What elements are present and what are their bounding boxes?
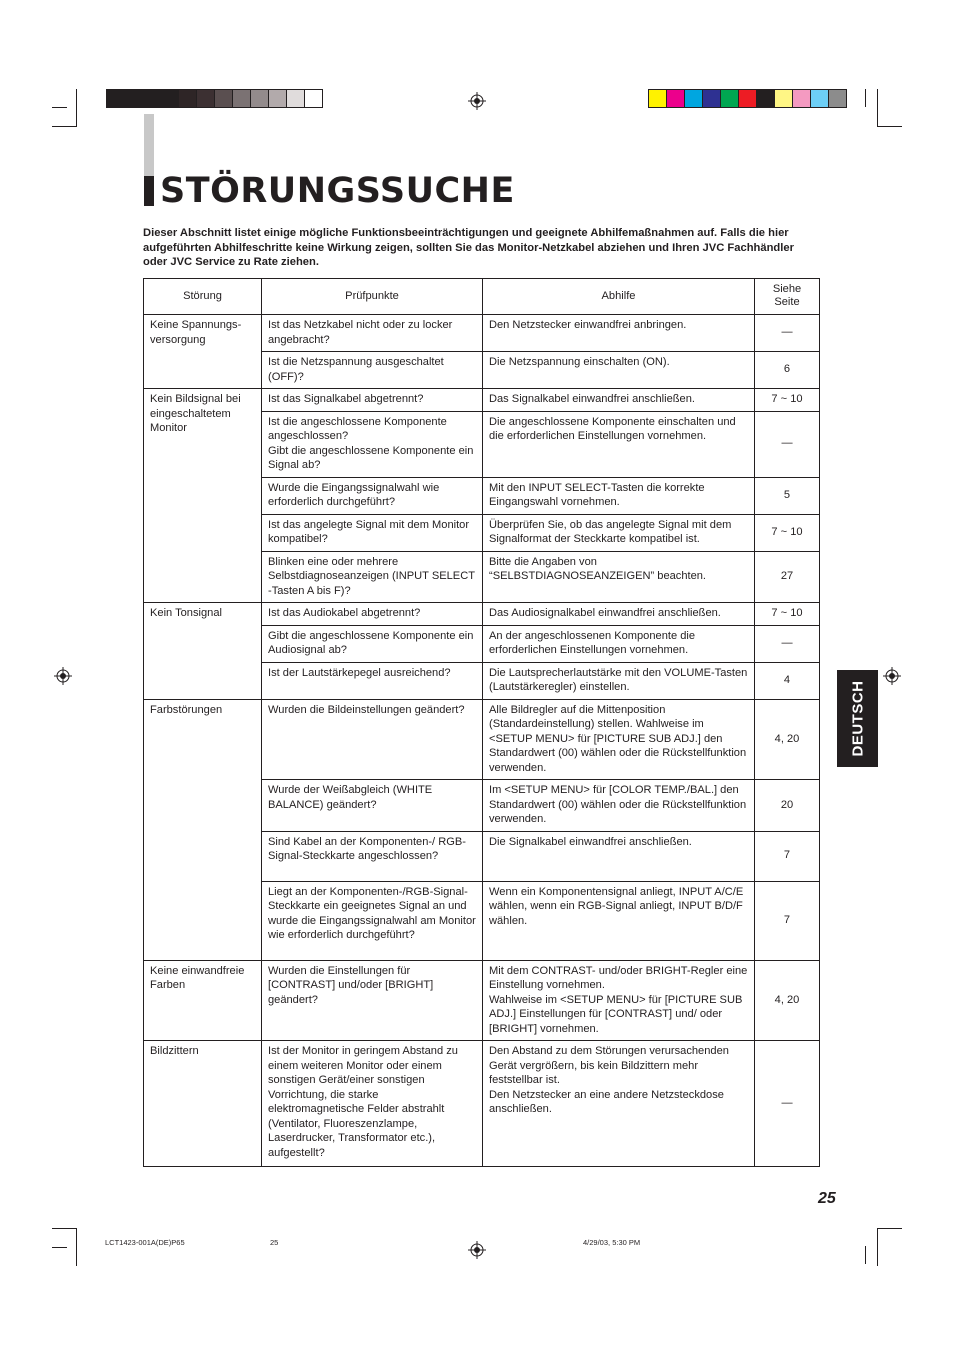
language-tab <box>837 670 878 767</box>
color-swatch <box>648 89 667 108</box>
column-header-remedy: Abhilfe <box>483 279 755 315</box>
check-cell: Wurden die Bildeinstellungen geändert? <box>262 699 483 780</box>
color-swatch <box>810 89 829 108</box>
page-cell: 5 <box>755 477 820 514</box>
color-swatch <box>286 89 305 108</box>
remedy-cell: Im <SETUP MENU> für [COLOR TEMP./BAL.] den Standardwert (00) wählen oder die Rückstellfunktion verwenden. <box>483 780 755 832</box>
page-number: 25 <box>818 1190 836 1207</box>
page-cell: 20 <box>755 780 820 832</box>
color-swatch <box>142 89 161 108</box>
color-swatch <box>250 89 269 108</box>
check-cell: Ist die Netzspannung ausgeschaltet (OFF)? <box>262 352 483 389</box>
remedy-cell: Das Signalkabel einwandfrei anschließen. <box>483 389 755 412</box>
page-cell: 27 <box>755 551 820 603</box>
page-cell: 6 <box>755 352 820 389</box>
page-cell: — <box>755 411 820 477</box>
page-cell: 4, 20 <box>755 699 820 780</box>
footer-date: 4/29/03, 5:30 PM <box>583 1238 641 1247</box>
page-cell: 7 ~ 10 <box>755 603 820 626</box>
color-swatch <box>756 89 775 108</box>
check-cell: Liegt an der Komponenten-/RGB-Signal-Steckkarte ein geeignetes Signal an und wurde die Eingangssignalwahl am Monitor wie erforderlich durchgeführt? <box>262 881 483 960</box>
color-swatch <box>828 89 847 108</box>
page-cell: 4, 20 <box>755 960 820 1041</box>
symptom-cell: Kein Bildsignal bei eingeschaltetem Monitor <box>144 389 262 603</box>
check-cell: Ist das Netzkabel nicht oder zu locker angebracht? <box>262 315 483 352</box>
remedy-cell: Das Audiosignalkabel einwandfrei anschließen. <box>483 603 755 626</box>
table-row <box>144 315 820 352</box>
page-cell: 4 <box>755 662 820 699</box>
color-calibration-bars <box>648 89 847 107</box>
title-marker <box>144 176 154 206</box>
column-header-page <box>755 279 820 315</box>
page-cell: 7 <box>755 881 820 960</box>
remedy-cell: Die angeschlossene Komponente einschalten und die erforderlichen Einstellungen vornehmen. <box>483 411 755 477</box>
intro-paragraph: Dieser Abschnitt listet einige mögliche Funktionsbeeinträchtigungen und geeignete Abhilfemaßnahmen auf. Falls die hier aufgeführten Abhilfeschritte keine Wirkung zeigen, sollten Sie das Monitor-Netzkabel abziehen und Ihren JVC Fachhändler oder JVC Service zu Rate ziehen. <box>143 227 794 269</box>
check-cell: Ist das Signalkabel abgetrennt? <box>262 389 483 412</box>
color-swatch <box>124 89 143 108</box>
table-row <box>144 699 820 780</box>
table-row <box>144 1041 820 1167</box>
remedy-cell: Alle Bildregler auf die Mittenposition (Standardeinstellung) stellen. Wahlweise im <SETUP MENU> für [PICTURE SUB ADJ.] den Standardwert (00) wählen oder die Rückstellfunktion verwenden. <box>483 699 755 780</box>
remedy-cell: Die Lautsprecherlautstärke mit den VOLUME-Tasten (Lautstärkeregler) einstellen. <box>483 662 755 699</box>
remedy-cell: An der angeschlossenen Komponente die erforderlichen Einstellungen vornehmen. <box>483 625 755 662</box>
troubleshooting-table <box>143 278 820 1167</box>
registration-mark-icon <box>468 1241 486 1259</box>
color-swatch <box>268 89 287 108</box>
check-cell: Ist die angeschlossene Komponente angeschlossen? Gibt die angeschlossene Komponente ein Signal ab? <box>262 411 483 477</box>
color-swatch <box>792 89 811 108</box>
remedy-cell: Den Abstand zu dem Störungen verursachenden Gerät vergrößern, bis kein Bildzittern mehr feststellbar ist. Den Netzstecker an eine andere Netzsteckdose anschließen. <box>483 1041 755 1167</box>
gray-scale-bars <box>106 89 323 107</box>
registration-mark-icon <box>468 92 486 110</box>
page-title: STÖRUNGSSUCHE <box>160 171 515 211</box>
registration-mark-icon <box>883 667 901 685</box>
check-cell: Ist der Monitor in geringem Abstand zu einem weiteren Monitor oder einem sonstigen Gerät/einer sonstigen Vorrichtung, die starke elektromagnetische Felder abstrahlt (Ventilator, Fluoreszenzlampe, Laserdrucker, Transformator etc.), aufgestellt? <box>262 1041 483 1167</box>
check-cell: Wurde der Weißabgleich (WHITE BALANCE) geändert? <box>262 780 483 832</box>
footer-file-name: LCT1423-001A(DE)P65 <box>105 1238 185 1247</box>
check-cell: Gibt die angeschlossene Komponente ein Audiosignal ab? <box>262 625 483 662</box>
remedy-cell: Überprüfen Sie, ob das angelegte Signal mit dem Signalformat der Steckkarte kompatibel ist. <box>483 514 755 551</box>
check-cell: Wurden die Einstellungen für [CONTRAST] und/oder [BRIGHT] geändert? <box>262 960 483 1041</box>
table-row <box>144 389 820 412</box>
column-header-check: Prüfpunkte <box>262 279 483 315</box>
color-swatch <box>720 89 739 108</box>
color-swatch <box>160 89 179 108</box>
registration-mark-icon <box>54 667 72 685</box>
color-swatch <box>702 89 721 108</box>
remedy-cell: Den Netzstecker einwandfrei anbringen. <box>483 315 755 352</box>
table-row <box>144 960 820 1041</box>
color-swatch <box>738 89 757 108</box>
symptom-cell: Farbstörungen <box>144 699 262 960</box>
page-cell: 7 ~ 10 <box>755 389 820 412</box>
color-swatch <box>774 89 793 108</box>
color-swatch <box>684 89 703 108</box>
remedy-cell: Wenn ein Komponentensignal anliegt, INPUT A/C/E wählen, wenn ein RGB-Signal anliegt, INPUT B/D/F wählen. <box>483 881 755 960</box>
page-cell: — <box>755 625 820 662</box>
color-swatch <box>196 89 215 108</box>
color-swatch <box>214 89 233 108</box>
remedy-cell: Bitte die Angaben von “SELBSTDIAGNOSEANZEIGEN” beachten. <box>483 551 755 603</box>
table-header-row <box>144 279 820 315</box>
symptom-cell: Keine einwandfreie Farben <box>144 960 262 1041</box>
color-swatch <box>106 89 125 108</box>
color-swatch <box>304 89 323 108</box>
color-swatch <box>178 89 197 108</box>
remedy-cell: Die Signalkabel einwandfrei anschließen. <box>483 831 755 881</box>
check-cell: Ist das angelegte Signal mit dem Monitor kompatibel? <box>262 514 483 551</box>
column-header-symptom: Störung <box>144 279 262 315</box>
remedy-cell: Die Netzspannung einschalten (ON). <box>483 352 755 389</box>
remedy-cell: Mit den INPUT SELECT-Tasten die korrekte Eingangswahl vornehmen. <box>483 477 755 514</box>
symptom-cell: Keine Spannungs-versorgung <box>144 315 262 389</box>
footer-page: 25 <box>270 1238 279 1247</box>
page-cell: — <box>755 315 820 352</box>
remedy-cell: Mit dem CONTRAST- und/oder BRIGHT-Regler eine Einstellung vornehmen. Wahlweise im <SETUP MENU> für [PICTURE SUB ADJ.] Einstellungen für [CONTRAST] und/ oder [BRIGHT] vornehmen. <box>483 960 755 1041</box>
color-swatch <box>232 89 251 108</box>
symptom-cell: Bildzittern <box>144 1041 262 1167</box>
symptom-cell: Kein Tonsignal <box>144 603 262 700</box>
page-cell: 7 ~ 10 <box>755 514 820 551</box>
table-row <box>144 603 820 626</box>
column-header-page-line1: Siehe <box>772 282 802 295</box>
column-header-page-line2: Seite <box>774 296 800 308</box>
check-cell: Blinken eine oder mehrere Selbstdiagnoseanzeigen (INPUT SELECT -Tasten A bis F)? <box>262 551 483 603</box>
page-cell: — <box>755 1041 820 1167</box>
language-tab-label: DEUTSCH <box>849 680 867 757</box>
color-swatch <box>666 89 685 108</box>
page-cell: 7 <box>755 831 820 881</box>
check-cell: Ist das Audiokabel abgetrennt? <box>262 603 483 626</box>
check-cell: Sind Kabel an der Komponenten-/ RGB-Signal-Steckkarte angeschlossen? <box>262 831 483 881</box>
check-cell: Wurde die Eingangssignalwahl wie erforderlich durchgeführt? <box>262 477 483 514</box>
check-cell: Ist der Lautstärkepegel ausreichend? <box>262 662 483 699</box>
